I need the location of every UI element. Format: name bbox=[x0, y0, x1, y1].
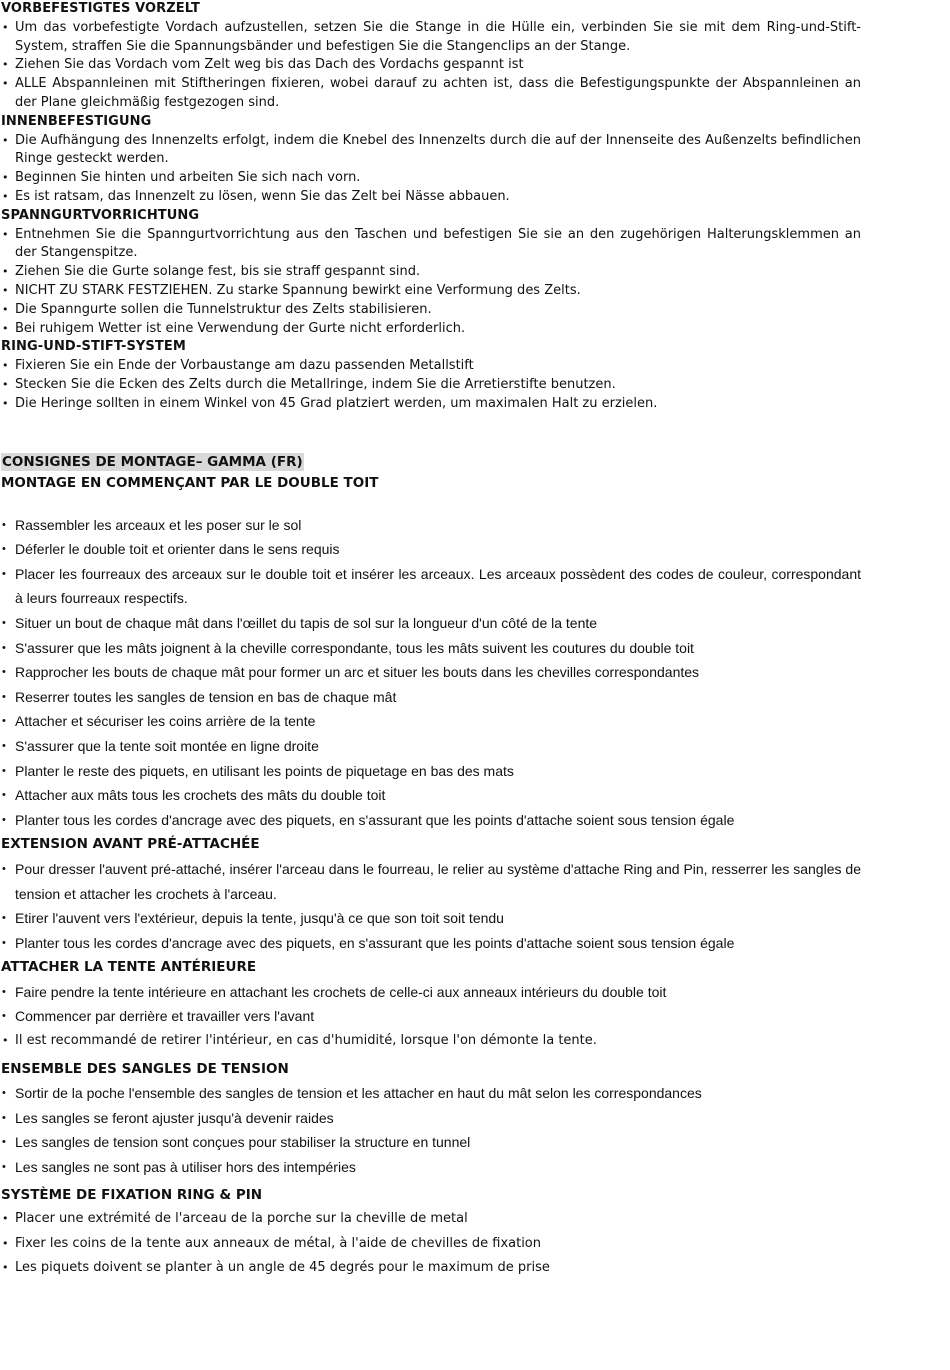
list-item: • Ziehen Sie das Vordach vom Zelt weg bis das Dach des Vordachs gespannt ist bbox=[1, 56, 861, 75]
list-item: • Beginnen Sie hinten und arbeiten Sie sich nach vorn. bbox=[1, 169, 861, 188]
list-item: • Die Heringe sollten in einem Winkel von 45 Grad platziert werden, um maximalen Halt zu erzielen. bbox=[1, 395, 861, 414]
list-item: • Fixieren Sie ein Ende der Vorbaustange am dazu passenden Metallstift bbox=[1, 357, 861, 376]
section-heading: RING-UND-STIFT-SYSTEM bbox=[1, 339, 186, 355]
list-item: • Les sangles ne sont pas à utiliser hors des intempéries bbox=[1, 1155, 861, 1180]
bullet-list bbox=[1, 857, 861, 955]
list-item: • Il est recommandé de retirer l'intérieur, en cas d'humidité, lorsque l'on démonte la tente. bbox=[1, 1029, 861, 1054]
bullet-list bbox=[1, 132, 861, 207]
list-item: • Placer une extrémité de l'arceau de la porche sur la cheville de metal bbox=[1, 1207, 861, 1232]
french-instructions bbox=[1, 451, 861, 1281]
list-item: • Commencer par derrière et travailler vers l'avant bbox=[1, 1004, 861, 1029]
list-item: • Fixer les coins de la tente aux anneaux de métal, à l'aide de chevilles de fixation bbox=[1, 1232, 861, 1257]
section-heading: INNENBEFESTIGUNG bbox=[1, 113, 152, 129]
section-heading: VORBEFESTIGTES VORZELT bbox=[1, 1, 200, 16]
section-heading: MONTAGE EN COMMENÇANT PAR LE DOUBLE TOIT bbox=[1, 475, 379, 491]
bullet-list bbox=[1, 1081, 861, 1179]
list-item: • Pour dresser l'auvent pré-attaché, insérer l'arceau dans le fourreau, le relier au système d'attache Ring and Pin, resserrer les sangles de tension et attacher les crochets à l'arceau. bbox=[1, 857, 861, 906]
list-item: • Les piquets doivent se planter à un angle de 45 degrés pour le maximum de prise bbox=[1, 1256, 861, 1281]
section-heading: SYSTÈME DE FIXATION RING & PIN bbox=[1, 1186, 263, 1203]
list-item: • S'assurer que la tente soit montée en ligne droite bbox=[1, 734, 861, 759]
list-item: • Planter le reste des piquets, en utilisant les points de piquetage en bas des mats bbox=[1, 759, 861, 784]
bullet-list bbox=[1, 226, 861, 339]
list-item: • Sortir de la poche l'ensemble des sangles de tension et les attacher en haut du mât selon les correspondances bbox=[1, 1081, 861, 1106]
section-heading: EXTENSION AVANT PRÉ-ATTACHÉE bbox=[1, 836, 260, 853]
list-item: • Planter tous les cordes d'ancrage avec des piquets, en s'assurant que les points d'attache soient sous tension égale bbox=[1, 931, 861, 956]
list-item: • Stecken Sie die Ecken des Zelts durch die Metallringe, indem Sie die Arretierstifte benutzen. bbox=[1, 376, 861, 395]
list-item: • Etirer l'auvent vers l'extérieur, depuis la tente, jusqu'à ce que son toit soit tendu bbox=[1, 906, 861, 931]
bullet-list bbox=[1, 1207, 861, 1281]
section-heading: SPANNGURTVORRICHTUNG bbox=[1, 207, 200, 223]
list-item: • Um das vorbefestigte Vordach aufzustellen, setzen Sie die Stange in die Hülle ein, verbinden Sie sie mit dem Ring-und-Stift-System, straffen Sie die Spannungsbänder und befestigen Sie die Stangenclips an der Stange. bbox=[1, 19, 861, 57]
list-item: • ALLE Abspannleinen mit Stiftheringen fixieren, wobei darauf zu achten ist, dass die Befestigungspunkte der Abspannleinen an der Plane gleichmäßig festgezogen sind. bbox=[1, 75, 861, 113]
list-item: • Attacher et sécuriser les coins arrière de la tente bbox=[1, 709, 861, 734]
document-title: CONSIGNES DE MONTAGE– GAMMA (FR) bbox=[2, 454, 303, 470]
bullet-list bbox=[1, 513, 861, 833]
list-item: • S'assurer que les mâts joignent à la cheville correspondante, tous les mâts suivent les coutures du double toit bbox=[1, 636, 861, 661]
list-item: • Planter tous les cordes d'ancrage avec des piquets, en s'assurant que les points d'attache soient sous tension égale bbox=[1, 808, 861, 833]
list-item: • Entnehmen Sie die Spanngurtvorrichtung aus den Taschen und befestigen Sie sie an den zugehörigen Halterungsklemmen an der Stangenspitze. bbox=[1, 226, 861, 264]
list-item: • Placer les fourreaux des arceaux sur le double toit et insérer les arceaux. Les arceaux possèdent des codes de couleur, correspondant à leurs fourreaux respectifs. bbox=[1, 562, 861, 611]
bullet-list bbox=[1, 357, 861, 413]
list-item: • Es ist ratsam, das Innenzelt zu lösen, wenn Sie das Zelt bei Nässe abbauen. bbox=[1, 188, 861, 207]
section-heading: ENSEMBLE DES SANGLES DE TENSION bbox=[1, 1060, 289, 1077]
german-instructions bbox=[1, 0, 861, 414]
list-item: • Rapprocher les bouts de chaque mât pour former un arc et situer les bouts dans les chevilles correspondantes bbox=[1, 660, 861, 685]
list-item: • Bei ruhigem Wetter ist eine Verwendung der Gurte nicht erforderlich. bbox=[1, 320, 861, 339]
bullet-list bbox=[1, 980, 861, 1054]
list-item: • Attacher aux mâts tous les crochets des mâts du double toit bbox=[1, 783, 861, 808]
list-item: • Die Aufhängung des Innenzelts erfolgt, indem die Knebel des Innenzelts durch die auf der Innenseite des Außenzelts befindlichen Ringe gesteckt werden. bbox=[1, 132, 861, 170]
list-item: • Reserrer toutes les sangles de tension en bas de chaque mât bbox=[1, 685, 861, 710]
list-item: • Les sangles se feront ajuster jusqu'à devenir raides bbox=[1, 1106, 861, 1131]
list-item: • Déferler le double toit et orienter dans le sens requis bbox=[1, 537, 861, 562]
list-item: • Faire pendre la tente intérieure en attachant les crochets de celle-ci aux anneaux intérieurs du double toit bbox=[1, 980, 861, 1005]
list-item: • Ziehen Sie die Gurte solange fest, bis sie straff gespannt sind. bbox=[1, 263, 861, 282]
list-item: • Die Spanngurte sollen die Tunnelstruktur des Zelts stabilisieren. bbox=[1, 301, 861, 320]
list-item: • Rassembler les arceaux et les poser sur le sol bbox=[1, 513, 861, 538]
bullet-list bbox=[1, 19, 861, 113]
section-heading: ATTACHER LA TENTE ANTÉRIEURE bbox=[1, 959, 257, 976]
list-item: • Les sangles de tension sont conçues pour stabiliser la structure en tunnel bbox=[1, 1130, 861, 1155]
list-item: • Situer un bout de chaque mât dans l'œillet du tapis de sol sur la longueur d'un côté de la tente bbox=[1, 611, 861, 636]
list-item: • NICHT ZU STARK FESTZIEHEN. Zu starke Spannung bewirkt eine Verformung des Zelts. bbox=[1, 282, 861, 301]
